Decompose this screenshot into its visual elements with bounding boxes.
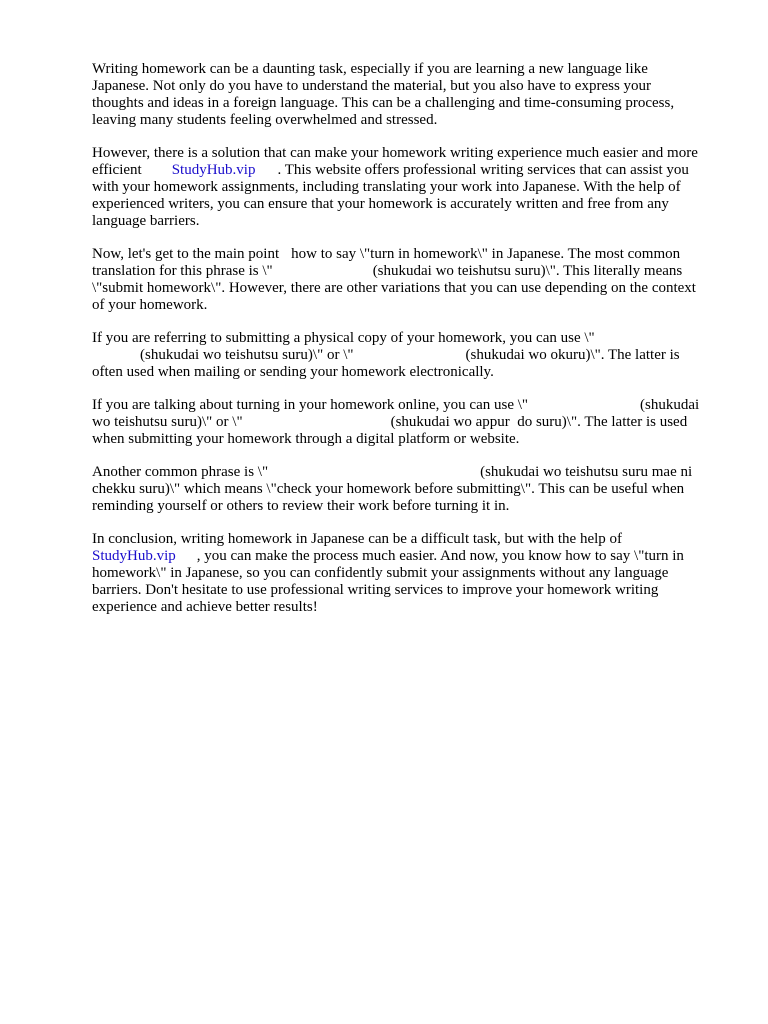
paragraph-common-phrase	[92, 464, 724, 515]
text-line: Japanese. Not only do you have to understand the material, but you also have to express your	[92, 78, 652, 94]
text-line	[92, 464, 724, 481]
text-fragment: (shukudai wo teishutsu suru)\" or \"	[140, 347, 354, 363]
text-fragment: Now, let's get to the main point	[92, 246, 280, 262]
text-line: If you are referring to submitting a physical copy of your homework, you can use \"	[92, 330, 595, 346]
studyhub-link[interactable]: StudyHub.vip	[92, 548, 176, 564]
text-fragment: (shukudai wo teishutsu suru mae ni	[480, 464, 693, 480]
text-line	[92, 548, 724, 565]
text-fragment: (shukudai wo appur do suru)\". The latter is used	[390, 414, 688, 430]
text-fragment: translation for this phrase is \"	[92, 263, 273, 279]
text-line	[92, 347, 724, 364]
paragraph-solution	[92, 145, 724, 230]
text-fragment: how to say \"turn in homework\" in Japanese. The most common	[291, 246, 681, 262]
text-line: often used when mailing or sending your homework electronically.	[92, 364, 494, 380]
text-line	[92, 397, 724, 414]
paragraph-physical-copy	[92, 330, 724, 381]
text-fragment: efficient	[92, 162, 142, 178]
text-line: homework\" in Japanese, so you can confidently submit your assignments without any language	[92, 565, 669, 581]
text-line: chekku suru)\" which means \"check your homework before submitting\". This can be useful when	[92, 481, 685, 497]
text-fragment: . This website offers professional writing services that can assist you	[277, 162, 689, 178]
text-line: of your homework.	[92, 297, 208, 313]
text-line	[92, 162, 724, 179]
paragraph-intro	[92, 61, 724, 129]
studyhub-link[interactable]: StudyHub.vip	[171, 162, 256, 178]
document-page	[92, 61, 724, 632]
text-fragment: wo teishutsu suru)\" or \"	[92, 414, 243, 430]
text-line	[92, 246, 724, 263]
text-line: experience and achieve better results!	[92, 599, 318, 615]
text-line: barriers. Don't hesitate to use professional writing services to improve your homework writing	[92, 582, 659, 598]
text-line: thoughts and ideas in a foreign language. This can be a challenging and time-consuming process,	[92, 95, 675, 111]
text-line: experienced writers, you can ensure that your homework is accurately written and free from any	[92, 196, 669, 212]
paragraph-conclusion	[92, 531, 724, 616]
text-line: leaving many students feeling overwhelmed and stressed.	[92, 112, 438, 128]
text-fragment: , you can make the process much easier. And now, you know how to say \"turn in	[196, 548, 684, 564]
text-line: \"submit homework\". However, there are other variations that you can use depending on the context	[92, 280, 696, 296]
text-line: However, there is a solution that can make your homework writing experience much easier and more	[92, 145, 698, 161]
text-fragment: If you are talking about turning in your homework online, you can use \"	[92, 397, 529, 413]
text-line	[92, 263, 724, 280]
paragraph-main-point	[92, 246, 724, 314]
text-line: In conclusion, writing homework in Japanese can be a difficult task, but with the help of	[92, 531, 623, 547]
text-fragment: (shukudai	[640, 397, 700, 413]
text-line	[92, 414, 724, 431]
text-line: with your homework assignments, including translating your work into Japanese. With the help of	[92, 179, 681, 195]
text-line: Writing homework can be a daunting task, especially if you are learning a new language like	[92, 61, 648, 77]
text-fragment: (shukudai wo teishutsu suru)\". This literally means	[372, 263, 683, 279]
text-fragment: (shukudai wo okuru)\". The latter is	[465, 347, 680, 363]
text-line: when submitting your homework through a digital platform or website.	[92, 431, 520, 447]
paragraph-online	[92, 397, 724, 448]
text-fragment: Another common phrase is \"	[92, 464, 269, 480]
text-line: language barriers.	[92, 213, 200, 229]
text-line: reminding yourself or others to review their work before turning it in.	[92, 498, 510, 514]
